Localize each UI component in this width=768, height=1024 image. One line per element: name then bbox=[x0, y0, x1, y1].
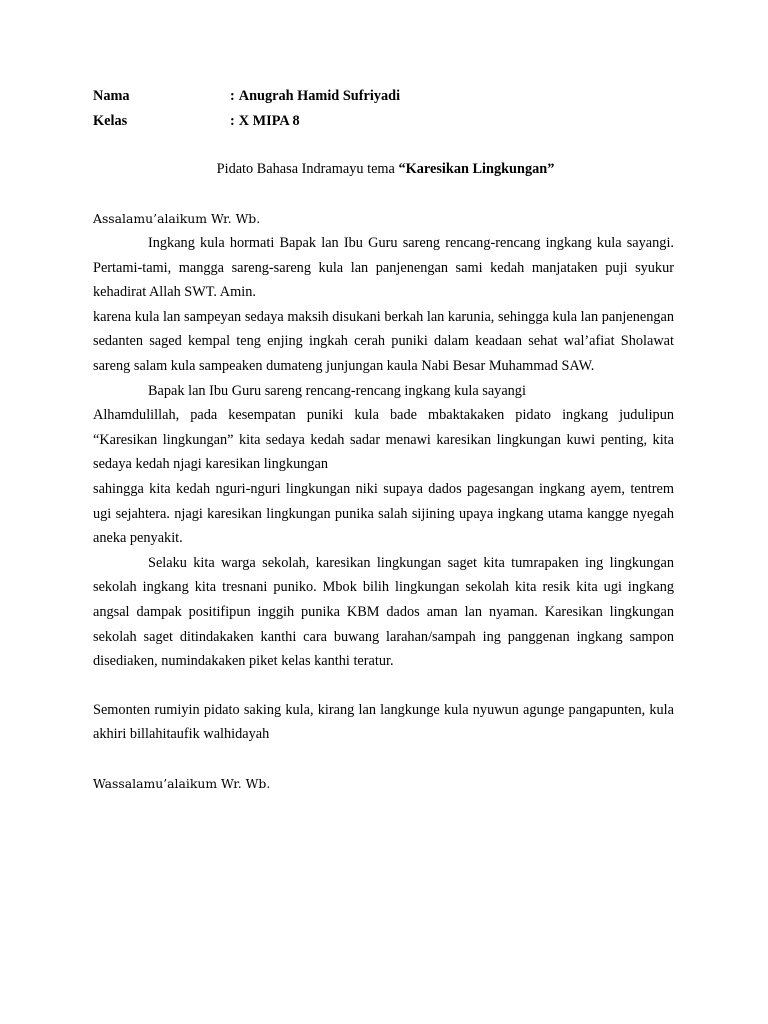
name-separator: : bbox=[230, 88, 235, 104]
paragraph-5: sahingga kita kedah nguri-nguri lingkungan niki supaya dados pagesangan ingkang ayem, tentrem ugi sejahtera. njagi karesikan lingkungan punika salah sijining upaya ingkang utama kangge nyegah aneka penyakit. bbox=[93, 480, 674, 547]
paragraph-1: Ingkang kula hormati Bapak lan Ibu Guru sareng rencang-rencang ingkang kula sayangi. Pertami-tami, mangga sareng-sareng kula lan panjenengan sami kedah manjataken puji syukur kehadirat Allah SWT. Amin. bbox=[93, 235, 674, 301]
title-prefix: Pidato Bahasa Indramayu tema bbox=[216, 161, 399, 177]
name-value: Anugrah Hamid Sufriyadi bbox=[238, 88, 401, 104]
name-row bbox=[93, 84, 674, 109]
name-label: Nama bbox=[93, 88, 130, 104]
speech-title bbox=[93, 157, 674, 182]
paragraph-6: Selaku kita warga sekolah, karesikan lingkungan saget kita tumrapaken ing lingkungan sekolah ingkang kita tresnani puniko. Mbok bilih lingkungan sekolah kita resik kita ugi ingkang angsal dampak positifipun inggih punika KBM dados aman lan nyaman. Karesikan lingkungan sekolah saget ditindakaken kanthi cara buwang larahan/sampah ing panggenan ingkang sampon disediaken, numindakaken piket kelas kanthi teratur. bbox=[93, 554, 674, 670]
paragraph-3: Bapak lan Ibu Guru sareng rencang-rencang ingkang kula sayangi bbox=[148, 382, 526, 399]
closing-greeting: Wassalamu’alaikum Wr. Wb. bbox=[93, 775, 271, 791]
class-label: Kelas bbox=[93, 113, 128, 129]
class-separator: : bbox=[230, 113, 235, 129]
class-row bbox=[93, 109, 674, 134]
paragraph-2: karena kula lan sampeyan sedaya maksih disukani berkah lan karunia, sehingga kula lan panjenengan sedanten saged kempal teng enjing ingkah cerah puniki dalam keadaan sehat wal’afiat Sholawat sareng salam kula sampeaken dumateng junjungan kaula Nabi Besar Muhammad SAW. bbox=[93, 308, 674, 374]
spacer bbox=[93, 747, 674, 771]
title-theme: “Karesikan Lingkungan” bbox=[398, 161, 555, 177]
class-value: X MIPA 8 bbox=[238, 113, 300, 129]
paragraph-4: Alhamdulillah, pada kesempatan puniki kula bade mbaktakaken pidato ingkang judulipun “Karesikan lingkungan” kita sedaya kedah sadar menawi karesikan lingkungan kuwi penting, kita sedaya kedah njagi karesikan lingkungan bbox=[93, 407, 674, 473]
opening-greeting: Assalamu’alaikum Wr. Wb. bbox=[93, 211, 261, 226]
spacer bbox=[93, 674, 674, 698]
closing-paragraph: Semonten rumiyin pidato saking kula, kirang lan langkunge kula nyuwun agunge pangapunten, kula akhiri billahitaufik walhidayah bbox=[93, 701, 674, 743]
document-page bbox=[93, 84, 674, 796]
